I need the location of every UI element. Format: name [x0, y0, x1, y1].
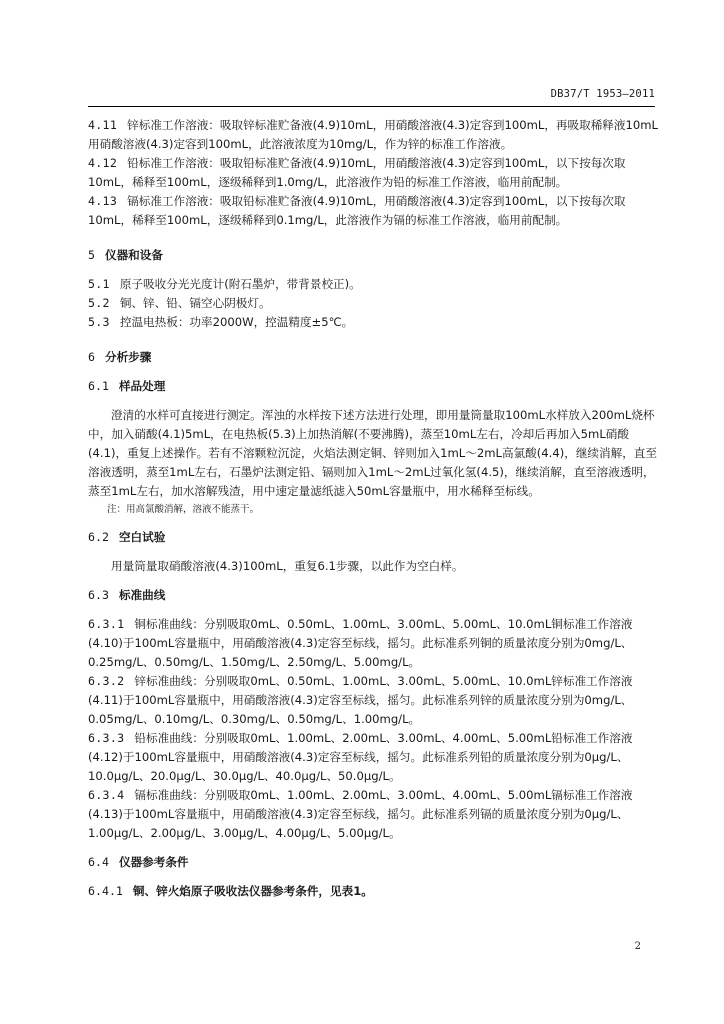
clause-number: 6.3.3	[88, 731, 125, 745]
subsection-heading-6-4	[88, 853, 658, 872]
section-heading-6	[88, 348, 658, 367]
clause-6-3-4	[88, 786, 658, 843]
section-number: 6.4.1	[88, 884, 123, 898]
section-number: 6	[88, 350, 95, 364]
section-title: 空白试验	[118, 530, 166, 544]
subsection-heading-6-3	[88, 586, 658, 605]
section-number: 5	[88, 248, 95, 262]
clause-4-11	[88, 116, 658, 154]
clause-5-3	[88, 313, 658, 332]
section-title: 分析步骤	[104, 350, 152, 364]
clause-5-2	[88, 294, 658, 313]
section-title: 标准曲线	[118, 588, 166, 602]
subsection-heading-6-1	[88, 377, 658, 396]
clause-text: 原子吸收分光光度计(附石墨炉，带背景校正)。	[119, 277, 361, 291]
clause-number: 6.3.1	[88, 617, 125, 631]
clause-number: 4.13	[88, 194, 118, 208]
clause-text: 铜标准曲线：分别吸取0mL、0.50mL、1.00mL、3.00mL、5.00mL、10.0mL铜标准工作溶液(4.10)于100mL容量瓶中，用硝酸溶液(4.3)定容至标线，摇匀。此标准系列铜的质量浓度分别为0mg/L、0.25mg/L、0.50mg/L、1.50mg/L、2.50mg/L、5.00mg/L。	[88, 617, 633, 669]
subsection-heading-6-4-1	[88, 882, 658, 901]
clause-number: 5.2	[88, 296, 110, 310]
clause-text: 控温电热板：功率2000W，控温精度±5℃。	[119, 315, 354, 329]
section-number: 6.1	[88, 379, 109, 393]
section-title: 仪器参考条件	[118, 855, 189, 869]
section-number: 6.4	[88, 855, 109, 869]
section-title: 样品处理	[118, 379, 166, 393]
clause-number: 6.3.4	[88, 788, 125, 802]
clause-text: 铅标准曲线：分别吸取0mL、1.00mL、2.00mL、3.00mL、4.00mL、5.00mL铅标准工作溶液(4.12)于100mL容量瓶中，用硝酸溶液(4.3)定容至标线，摇匀。此标准系列铅的质量浓度分别为0μg/L、10.0μg/L、20.0μg/L、30.0μg/L、40.0μg/L、50.0μg/L。	[88, 731, 633, 783]
clause-number: 4.12	[88, 156, 118, 170]
blank-test-paragraph: 用量筒量取硝酸溶液(4.3)100mL，重复6.1步骤，以此作为空白样。	[111, 559, 464, 573]
document-id: DB37/T 1953—2011	[550, 88, 655, 100]
clause-number: 4.11	[88, 118, 118, 132]
clause-number: 6.3.2	[88, 674, 125, 688]
subsection-heading-6-2	[88, 528, 658, 547]
section-heading-5	[88, 246, 658, 265]
note-text: 注：用高氯酸消解，溶液不能蒸干。	[107, 504, 260, 515]
clause-text: 锌标准工作溶液：吸取锌标准贮备液(4.9)10mL，用硝酸溶液(4.3)定容到100mL，再吸取稀释液10mL用硝酸溶液(4.3)定容到100mL，此溶液浓度为10mg/L，作为锌的标准工作溶液。	[88, 118, 658, 151]
clause-text: 镉标准工作溶液：吸取铅标准贮备液(4.9)10mL，用硝酸溶液(4.3)定容到100mL，以下按每次取10mL，稀释至100mL，逐级稀释到0.1mg/L，此溶液作为镉的标准工作溶液，临用前配制。	[88, 194, 626, 227]
section-number: 6.2	[88, 530, 109, 544]
clause-4-12	[88, 154, 658, 192]
clause-number: 5.3	[88, 315, 110, 329]
clause-number: 5.1	[88, 277, 110, 291]
page-content	[88, 116, 658, 901]
page-number: 2	[634, 941, 641, 952]
clause-6-3-2	[88, 672, 658, 729]
clause-4-13	[88, 192, 658, 230]
clause-text: 铜、锌、铅、镉空心阴极灯。	[119, 296, 271, 310]
clause-6-3-3	[88, 729, 658, 786]
clause-5-1	[88, 275, 658, 294]
section-number: 6.3	[88, 588, 109, 602]
section-title: 仪器和设备	[104, 248, 163, 262]
header-rule	[88, 106, 655, 107]
clause-6-3-1	[88, 615, 658, 672]
section-title: 铜、锌火焰原子吸收法仪器参考条件，见表1。	[132, 884, 373, 898]
clause-text: 镉标准曲线：分别吸取0mL、1.00mL、2.00mL、3.00mL、4.00mL、5.00mL镉标准工作溶液(4.13)于100mL容量瓶中，用硝酸溶液(4.3)定容至标线，摇匀。此标准系列镉的质量浓度分别为0μg/L、1.00μg/L、2.00μg/L、3.00μg/L、4.00μg/L、5.00μg/L。	[88, 788, 633, 840]
clause-text: 锌标准曲线：分别吸取0mL、0.50mL、1.00mL、3.00mL、5.00mL、10.0mL锌标准工作溶液(4.11)于100mL容量瓶中，用硝酸溶液(4.3)定容至标线，摇匀。此标准系列锌的质量浓度分别为0mg/L、0.05mg/L、0.10mg/L、0.30mg/L、0.50mg/L、1.00mg/L。	[88, 674, 633, 726]
clause-text: 铅标准工作溶液：吸取铅标准贮备液(4.9)10mL，用硝酸溶液(4.3)定容到100mL，以下按每次取10mL，稀释至100mL，逐级稀释到1.0mg/L，此溶液作为铅的标准工作溶液，临用前配制。	[88, 156, 626, 189]
sample-treatment-paragraph: 澄清的水样可直接进行测定。浑浊的水样按下述方法进行处理，即用量筒量取100mL水样放入200mL烧杯中，加入硝酸(4.1)5mL，在电热板(5.3)上加热消解(不要沸腾)，蒸至10mL左右，冷却后再加入5mL硝酸(4.1)，重复上述操作。若有不溶颗粒沉淀，火焰法测定铜、锌则加入1mL～2mL高氯酸(4.4)，继续消解，直至溶液透明，蒸至1mL左右，石墨炉法测定铅、镉则加入1mL～2mL过氧化氢(4.5)，继续消解，直至溶液透明，蒸至1mL左右，加水溶解残渣，用中速定量滤纸滤入50mL容量瓶中，用水稀释至标线。	[88, 408, 657, 498]
